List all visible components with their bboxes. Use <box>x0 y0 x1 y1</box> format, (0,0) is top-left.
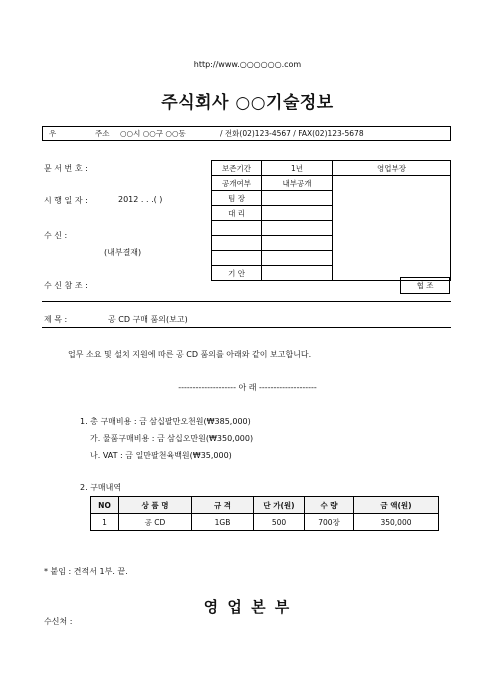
divider-bottom <box>42 327 451 328</box>
owner-dept: 영업부장 <box>333 161 451 176</box>
cc-label: 수 신 참 조 : <box>44 281 88 290</box>
recipient-label: 수 신 : <box>44 231 68 240</box>
contact-info: / 전화(02)123-4567 / FAX(02)123-5678 <box>220 129 364 138</box>
vat-cost: 나. VAT : 금 일만팔천육백원(₩35,000) <box>90 451 232 460</box>
address-value: ○○시 ○○구 ○○동 <box>120 129 186 138</box>
disclosure-value: 내부공개 <box>262 176 333 191</box>
subject-value: 공 CD 구매 품의(보고) <box>108 315 188 324</box>
drafter-label: 기 안 <box>212 266 262 281</box>
company-title: 주식회사 ○○기술정보 <box>161 93 334 113</box>
recipient-value: (내부결재) <box>104 248 142 257</box>
date-label: 시 행 일 자 : <box>44 196 88 205</box>
table-cell: 700장 <box>305 514 354 531</box>
col-header: 규 격 <box>192 497 254 514</box>
table-cell: 350,000 <box>354 514 439 531</box>
subject-label: 제 목 : <box>44 315 68 324</box>
col-header: 상 품 명 <box>119 497 192 514</box>
attachment-note: * 붙임 : 견적서 1부. 끝. <box>44 567 128 576</box>
address-label: 주소 <box>95 129 110 138</box>
purchase-table <box>90 496 439 531</box>
separator: -------------------- 아 래 -------------------- <box>178 383 317 392</box>
blank-cell <box>262 236 333 251</box>
postal-label: 우 <box>49 129 57 138</box>
cooperation-box: 협 조 <box>400 277 450 294</box>
table-header-row <box>91 497 439 514</box>
disclosure-label: 공개여부 <box>212 176 262 191</box>
table-cell: 500 <box>254 514 305 531</box>
col-header: 수 량 <box>305 497 354 514</box>
department-name: 영 업 본 부 <box>203 598 292 616</box>
blank-cell <box>212 221 262 236</box>
deputy-sign <box>262 206 333 221</box>
owner-sign-cell <box>333 176 451 281</box>
table-cell: 1GB <box>192 514 254 531</box>
retention-value: 1년 <box>262 161 333 176</box>
drafter-sign <box>262 266 333 281</box>
purchase-details-heading: 2. 구매내역 <box>80 483 122 492</box>
approval-table <box>211 160 451 281</box>
table-cell: 공 CD <box>119 514 192 531</box>
divider-top <box>42 301 451 302</box>
date-value: 2012 . . .( ) <box>118 195 163 204</box>
deputy-label: 대 리 <box>212 206 262 221</box>
col-header: 단 가(원) <box>254 497 305 514</box>
col-header: 금 액(원) <box>354 497 439 514</box>
address-bar <box>42 126 451 141</box>
team-lead-sign <box>262 191 333 206</box>
retention-label: 보존기간 <box>212 161 262 176</box>
receiver-label: 수신처 : <box>44 617 73 626</box>
blank-cell <box>262 221 333 236</box>
blank-cell <box>212 251 262 266</box>
table-cell: 1 <box>91 514 119 531</box>
col-header: NO <box>91 497 119 514</box>
blank-cell <box>212 236 262 251</box>
table-row <box>91 514 439 531</box>
total-cost: 1. 총 구매비용 : 금 삼십팔만오천원(₩385,000) <box>80 417 251 426</box>
team-lead-label: 팀 장 <box>212 191 262 206</box>
goods-cost: 가. 물품구매비용 : 금 삼십오만원(₩350,000) <box>90 434 254 443</box>
intro-text: 업무 소요 및 설치 지원에 따른 공 CD 품의를 아래와 같이 보고합니다. <box>68 350 312 359</box>
blank-cell <box>262 251 333 266</box>
company-url: http://www.○○○○○○.com <box>193 60 302 69</box>
doc-no-label: 문 서 번 호 : <box>44 164 88 173</box>
